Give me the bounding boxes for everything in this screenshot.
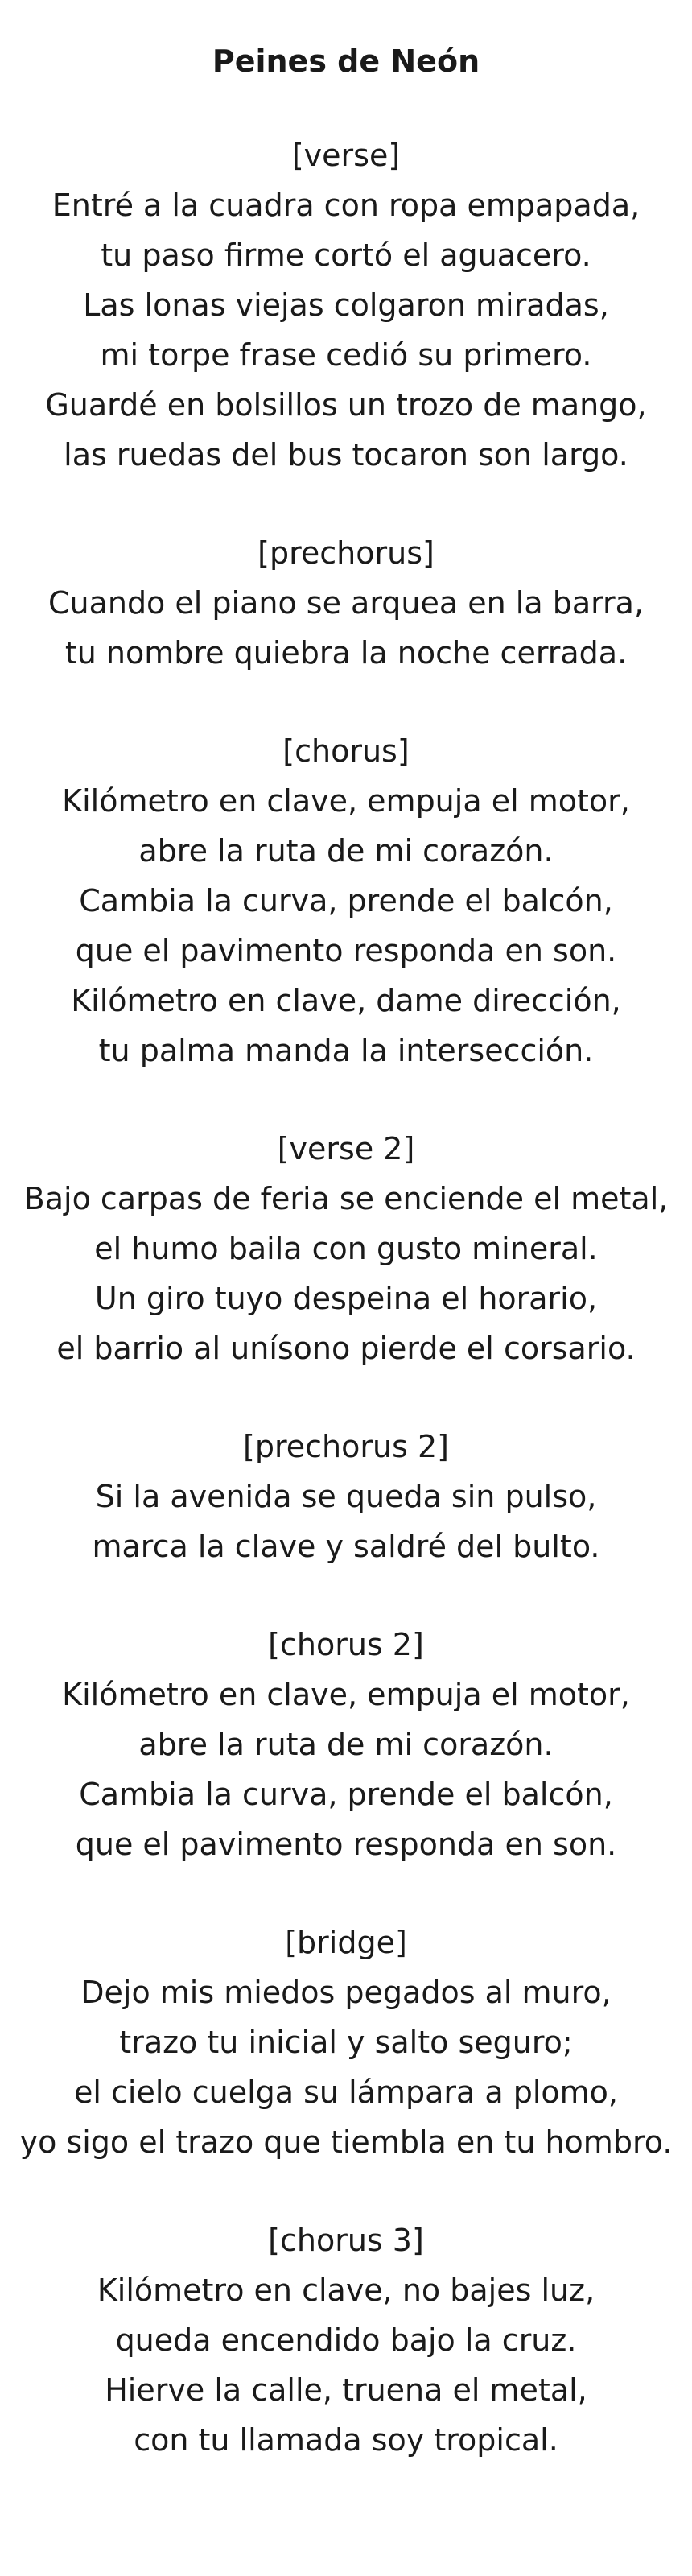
- lyric-line: tu paso firme cortó el aguacero.: [101, 237, 591, 273]
- lyric-line: tu palma manda la intersección.: [98, 1033, 594, 1068]
- section-tag: [verse]: [291, 138, 401, 173]
- lyrics-section: [0, 1918, 692, 2167]
- section-tag: [prechorus]: [257, 535, 435, 571]
- lyric-line: Las lonas viejas colgaron miradas,: [83, 287, 609, 323]
- lyrics-section: [0, 130, 692, 480]
- lyrics-section: [0, 2215, 692, 2465]
- lyric-line: marca la clave y saldré del bulto.: [92, 1529, 600, 1564]
- lyric-line: el cielo cuelga su lámpara a plomo,: [74, 2074, 618, 2110]
- lyric-line: el barrio al unísono pierde el corsario.: [56, 1331, 636, 1366]
- lyric-line: Si la avenida se queda sin pulso,: [95, 1479, 597, 1514]
- section-tag: [verse 2]: [277, 1131, 415, 1166]
- lyric-line: que el pavimento responda en son.: [75, 933, 617, 968]
- lyric-line: abre la ruta de mi corazón.: [138, 833, 554, 869]
- lyric-line: Dejo mis miedos pegados al muro,: [80, 1975, 612, 2010]
- lyric-line: Cuando el piano se arquea en la barra,: [47, 585, 645, 621]
- lyric-line: Kilómetro en clave, no bajes luz,: [97, 2273, 595, 2308]
- lyric-line: Cambia la curva, prende el balcón,: [79, 883, 613, 919]
- lyrics-section: [0, 1620, 692, 1869]
- lyrics-section: [0, 726, 692, 1075]
- lyric-line: Cambia la curva, prende el balcón,: [79, 1777, 613, 1812]
- section-tag: [bridge]: [285, 1925, 407, 1960]
- lyric-line: Bajo carpas de feria se enciende el metal,: [23, 1181, 669, 1216]
- lyric-line: las ruedas del bus tocaron son largo.: [64, 437, 628, 473]
- lyric-line: queda encendido bajo la cruz.: [115, 2322, 577, 2358]
- lyric-line: Kilómetro en clave, dame dirección,: [71, 983, 621, 1018]
- lyric-line: el humo baila con gusto mineral.: [94, 1231, 598, 1266]
- lyric-line: Kilómetro en clave, empuja el motor,: [62, 1677, 630, 1712]
- lyric-line: Un giro tuyo despeina el horario,: [94, 1281, 598, 1316]
- lyric-line: mi torpe frase cedió su primero.: [100, 337, 592, 373]
- lyrics-section: [0, 1422, 692, 1571]
- lyric-line: que el pavimento responda en son.: [75, 1827, 617, 1862]
- lyric-line: Hierve la calle, truena el metal,: [105, 2372, 587, 2408]
- lyric-line: yo sigo el trazo que tiembla en tu hombro.: [19, 2124, 673, 2160]
- song-title: Peines de Neón: [212, 43, 480, 79]
- lyric-line: con tu llamada soy tropical.: [134, 2422, 558, 2458]
- lyric-line: Entré a la cuadra con ropa empapada,: [51, 188, 641, 223]
- lyric-line: Kilómetro en clave, empuja el motor,: [62, 783, 630, 819]
- lyric-line: abre la ruta de mi corazón.: [138, 1727, 554, 1762]
- section-tag: [prechorus 2]: [243, 1429, 449, 1464]
- section-tag: [chorus 2]: [268, 1627, 424, 1662]
- section-tag: [chorus]: [282, 733, 410, 769]
- lyric-line: trazo tu inicial y salto seguro;: [119, 2025, 573, 2060]
- lyrics-section: [0, 1124, 692, 1373]
- lyric-line: tu nombre quiebra la noche cerrada.: [64, 635, 628, 671]
- lyric-line: Guardé en bolsillos un trozo de mango,: [45, 387, 647, 423]
- section-tag: [chorus 3]: [268, 2223, 424, 2258]
- lyrics-body: [0, 130, 692, 2465]
- lyrics-section: [0, 528, 692, 678]
